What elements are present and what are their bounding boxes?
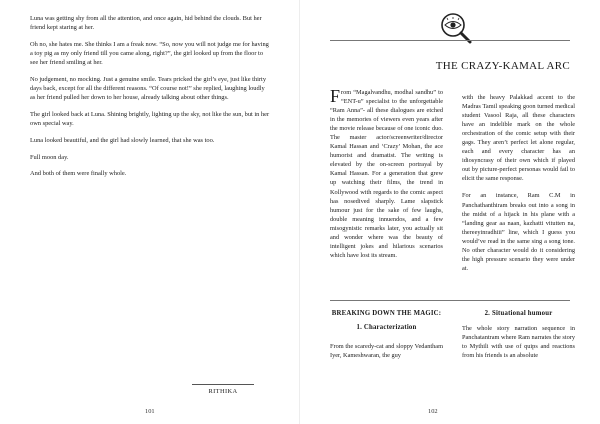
intro-paragraph: rom “Magalvandhu, modhal sandhu” to “ENT-u” specialist to the unforgettable “Ram Anna”- all these dialogues are etched in the memories of viewers even years after the movie release because of one iconic duo. The master actor/screenwriter/director Kamal Hassan and ‘Crazy’ Mohan, the ace humorist and dramatist. The writing is elevated by the on-screen portrayal by Kamal Hassan. For a generation that grew up watching their films, the trend in Kollywood with regards to the comic aspect has nosedived sharply. Lame slapstick humour just for the sake of few laughs, double meaning innuendos, and a few misogynistic remarks later, you actually sit and wonder where was the beauty of intelligent jokes and hilarious scenarios which have lost its stream. xyxy=(330,89,443,259)
article-column-left xyxy=(330,88,443,260)
drop-cap: F xyxy=(330,86,341,106)
section-divider xyxy=(330,300,570,301)
story-paragraph: And both of them were finally whole. xyxy=(30,170,127,178)
story-paragraph: The girl looked back at Luna. Shining brightly, lighting up the sky, not like the sun, but in her own special way. xyxy=(30,111,270,128)
story-paragraph: Luna looked beautiful, and the girl had slowly learned, that she was too. xyxy=(30,137,215,145)
subsection-heading-situational-humour: 2. Situational humour xyxy=(484,310,553,317)
article-paragraph: with the heavy Palakkad accent to the Madras Tamil speaking goon turned medical student Vasool Raja, all these characters have an indelible mark on the whole orchestration of the comic setup with their gags. They aren’t perfect let alone regular, each and every character has an idiosyncrasy of their own which if played out by picture-perfect personas would fail to elicit the same response. xyxy=(462,94,575,183)
article-paragraph: For an instance, Ram C.M in Panchathanthiram breaks out into a song in the midst of a hijack in his plane with a “landing gear aa naan, kazhatti vitutten na, thereeyinradhiii” line, which I guess you would’ve read in the same sing a song tone. No other character would do it considering the high pressure scenario they were under at. xyxy=(462,192,575,272)
title-divider xyxy=(330,40,570,41)
story-paragraph: Full moon day. xyxy=(30,153,69,161)
story-paragraph: No judgement, no mocking. Just a genuine smile. Tears pricked the girl’s eye, just like thirty days back, except for all the different reasons. “Of course not!” she replied, laughing loudly as her friend pulled her down to her house, already talking about other things. xyxy=(30,76,267,102)
right-page xyxy=(300,0,600,424)
situational-humour-text: The whole story narration sequence in Panchatantram where Ram narrates the story to Mythili with use of quips and reactions from his friends is an absolute xyxy=(462,325,575,360)
characterization-text: From the scaredy-cat and sloppy Vedantham Iyer, Kameshwaran, the guy xyxy=(330,343,443,360)
article-title: THE CRAZY-KAMAL ARC xyxy=(435,60,570,72)
section-heading: BREAKING DOWN THE MAGIC: xyxy=(331,310,442,317)
page-number-left: 101 xyxy=(145,408,155,415)
subsection-heading-characterization: 1. Characterization xyxy=(356,324,417,331)
story-paragraph: Luna was getting shy from all the attention, and once again, hid behind the clouds. But her friend kept staring at her. xyxy=(30,15,262,32)
page-number-right: 102 xyxy=(428,408,438,415)
story-paragraph: Oh no, she hates me. She thinks I am a freak now. “So, now you will not judge me for having a toy pig as my only friend till you came along, right?”, the girl looked up from the floor to see her friend smiling at her. xyxy=(30,40,269,67)
article-column-right xyxy=(462,93,575,281)
author-name: RITHIKA xyxy=(208,388,238,395)
story-text xyxy=(30,14,270,186)
author-divider xyxy=(192,384,254,385)
